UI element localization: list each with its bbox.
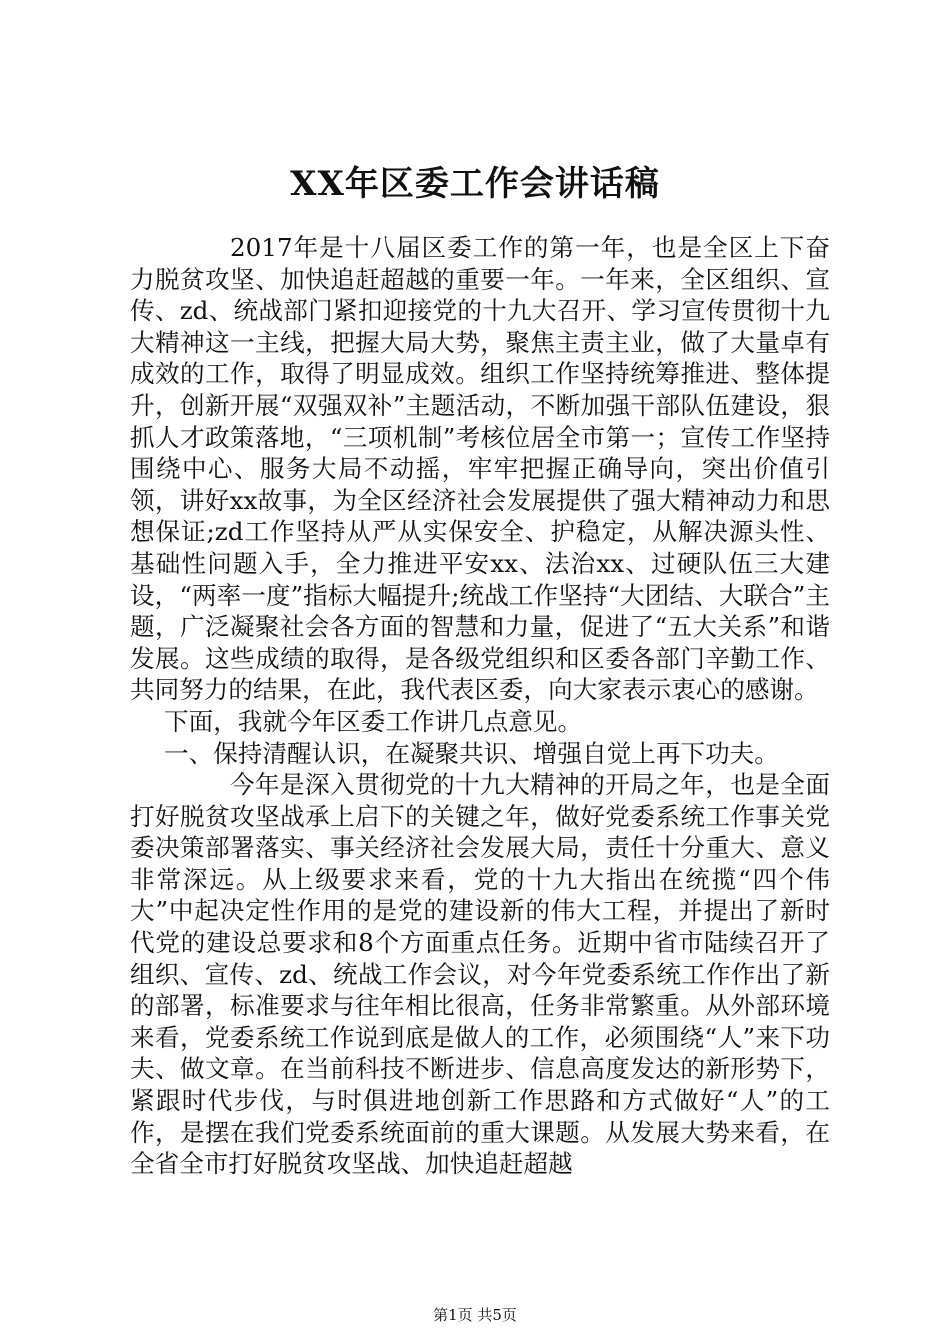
page-number-footer: 第1页 共5页 <box>433 1306 517 1324</box>
paragraph-transition: 下面，我就今年区委工作讲几点意见。 <box>164 706 583 736</box>
paragraph-intro: 2017年是十八届区委工作的第一年，也是全区上下奋力脱贫攻坚、加快追赶超越的重要一年。一年来，全区组织、宣传、zd、统战部门紧扣迎接党的十九大召开、学习宣传贯彻十九大精神这一主线，把握大局大势，聚焦主责主业，做了大量卓有成效的工作，取得了明显成效。组织工作坚持统筹推进、整体提升，创新开展“双强双补”主题活动，不断加强干部队伍建设，狠抓人才政策落地，“三项机制”考核位居全市第一；宣传工作坚持围绕中心、服务大局不动摇，牢牢把握正确导向，突出价值引领，讲好xx故事，为全区经济社会发展提供了强大精神动力和思想保证;zd工作坚持从严从实保安全、护稳定，从解决源头性、基础性问题入手，全力推进平安xx、法治xx、过硬队伍三大建设，“两率一度”指标大幅提升;统战工作坚持“大团结、大联合”主题，广泛凝聚社会各方面的智慧和力量，促进了“五大关系”和谐发展。这些成绩的取得，是各级党组织和区委各部门辛勤工作、共同努力的结果，在此，我代表区委，向大家表示衷心的感谢。 <box>130 233 830 705</box>
document-title: XX年区委工作会讲话稿 <box>290 164 660 204</box>
section-heading-1: 一、保持清醒认识，在凝聚共识、增强自觉上再下功夫。 <box>164 738 779 768</box>
paragraph-section-1: 今年是深入贯彻党的十九大精神的开局之年，也是全面打好脱贫攻坚战承上启下的关键之年，做好党委系统工作事关党委决策部署落实、事关经济社会发展大局，责任十分重大、意义非常深远。从上级要求来看，党的十九大指出在统揽“四个伟大”中起决定性作用的是党的建设新的伟大工程，并提出了新时代党的建设总要求和8个方面重点任务。近期中省市陆续召开了组织、宣传、zd、统战工作会议，对今年党委系统工作作出了新的部署，标准要求与往年相比很高，任务非常繁重。从外部环境来看，党委系统工作说到底是做人的工作，必须围绕“人”来下功夫、做文章。在当前科技不断进步、信息高度发达的新形势下，紧跟时代步伐，与时俱进地创新工作思路和方式做好“人”的工作，是摆在我们党委系统面前的重大课题。从发展大势来看，在全省全市打好脱贫攻坚战、加快追赶超越 <box>130 770 830 1179</box>
document-body <box>130 232 830 1180</box>
